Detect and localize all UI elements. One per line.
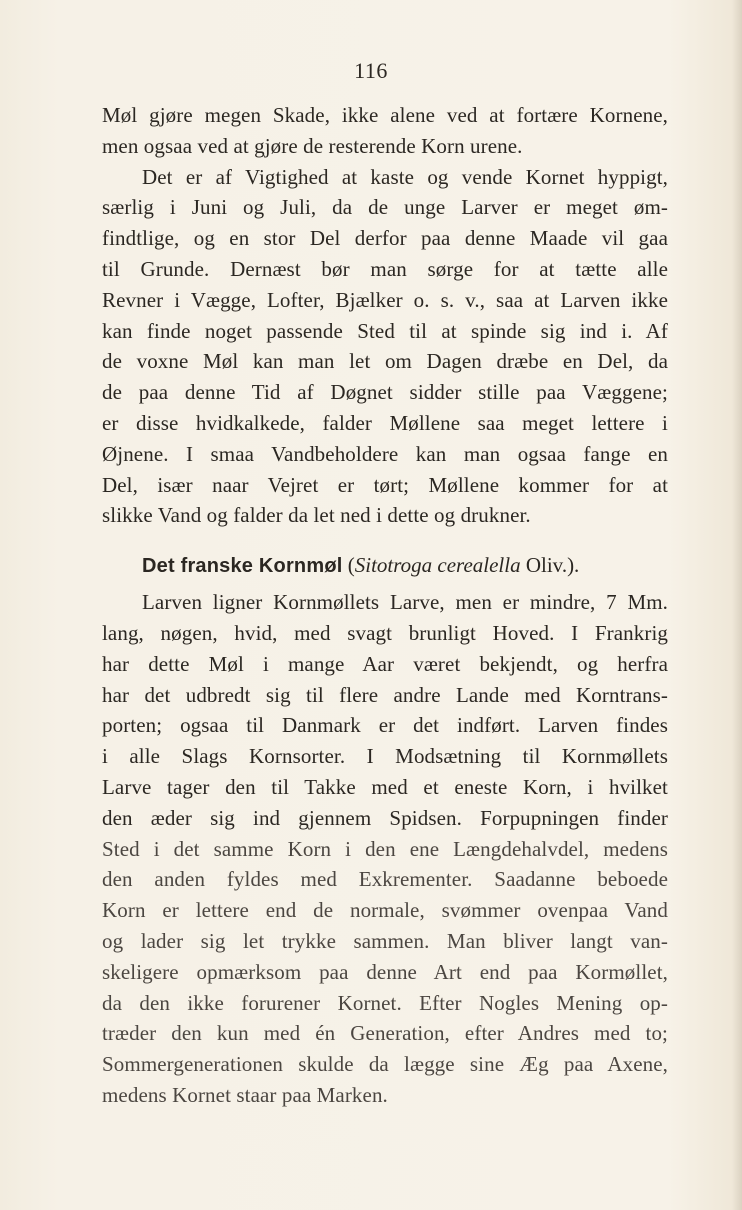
text-line: Sommergenerationen skulde da lægge sine Æg paa Axene, [102, 1052, 668, 1077]
text-line: til Grunde. Dernæst bør man sørge for at tætte alle [102, 256, 668, 281]
text-line: Det er af Vigtighed at kaste og vende Kornet hyppigt, [142, 164, 668, 189]
text-line: de paa denne Tid af Døgnet sidder stille paa Væggene; [102, 380, 668, 405]
text-line: træder den kun med én Generation, efter Andres med to; [102, 1021, 668, 1046]
text-line: medens Kornet staar paa Marken. [102, 1082, 388, 1107]
text-line: har dette Møl i mange Aar været bekjendt, og herfra [102, 651, 668, 676]
text-line: porten; ogsaa til Danmark er det indført. Larven findes [102, 713, 668, 738]
text-line: Møl gjøre megen Skade, ikke alene ved at fortære Kornene, [102, 103, 668, 127]
text-line: Øjnene. I smaa Vandbeholdere kan man ogsaa fange en [102, 441, 668, 466]
section-heading [102, 549, 668, 581]
text-line: slikke Vand og falder da let ned i dette og drukner. [102, 503, 531, 528]
text-line: den æder sig ind gjennem Spidsen. Forpupningen finder [102, 805, 668, 830]
text-line: og lader sig let trykke sammen. Man bliver langt van- [102, 928, 668, 953]
text-line: men ogsaa ved at gjøre de resterende Korn urene. [102, 133, 523, 158]
heading-author: Oliv.). [520, 553, 580, 578]
heading-title: Det franske Kornmøl [142, 555, 343, 578]
text-line: Korn er lettere end de normale, svømmer ovenpaa Vand [102, 898, 668, 923]
text-line: kan finde noget passende Sted til at spinde sig ind i. Af [102, 318, 668, 343]
text-line: er disse hvidkalkede, falder Møllene saa meget lettere i [102, 410, 668, 435]
text-line: skeligere opmærksom paa denne Art end paa Kormøllet, [102, 959, 668, 984]
page-number: 116 [354, 58, 388, 83]
text-line: findtlige, og en stor Del derfor paa denne Maade vil gaa [102, 226, 668, 251]
text-line: Larve tager den til Takke med et eneste Korn, i hvilket [102, 774, 668, 799]
paragraph-2 [102, 587, 668, 1111]
text-line: den anden fyldes med Exkrementer. Saadanne beboede [102, 867, 668, 892]
paragraph-1 [102, 100, 668, 531]
text-line: de voxne Møl kan man let om Dagen dræbe en Del, da [102, 349, 668, 374]
text-line: Revner i Vægge, Lofter, Bjælker o. s. v., saa at Larven ikke [102, 287, 668, 312]
text-line: Sted i det samme Korn i den ene Længdehalvdel, medens [102, 836, 668, 861]
text-line: særlig i Juni og Juli, da de unge Larver er meget øm- [102, 195, 668, 220]
text-line: Larven ligner Kornmøllets Larve, men er mindre, 7 Mm. [142, 590, 668, 615]
page-edge-shadow [732, 0, 742, 1210]
heading-open-paren: ( [342, 553, 355, 578]
text-line: har det udbredt sig til flere andre Lande med Korntrans- [102, 682, 668, 707]
page-content [102, 100, 668, 1111]
heading-species-name: Sitotroga cerealella [354, 553, 521, 578]
text-line: da den ikke forurener Kornet. Efter Nogles Mening op- [102, 990, 668, 1015]
text-line: lang, nøgen, hvid, med svagt brunligt Hoved. I Frankrig [102, 620, 668, 645]
text-line: Del, især naar Vejret er tørt; Møllene kommer for at [102, 472, 668, 497]
text-line: i alle Slags Kornsorter. I Modsætning til Kornmøllets [102, 744, 668, 769]
